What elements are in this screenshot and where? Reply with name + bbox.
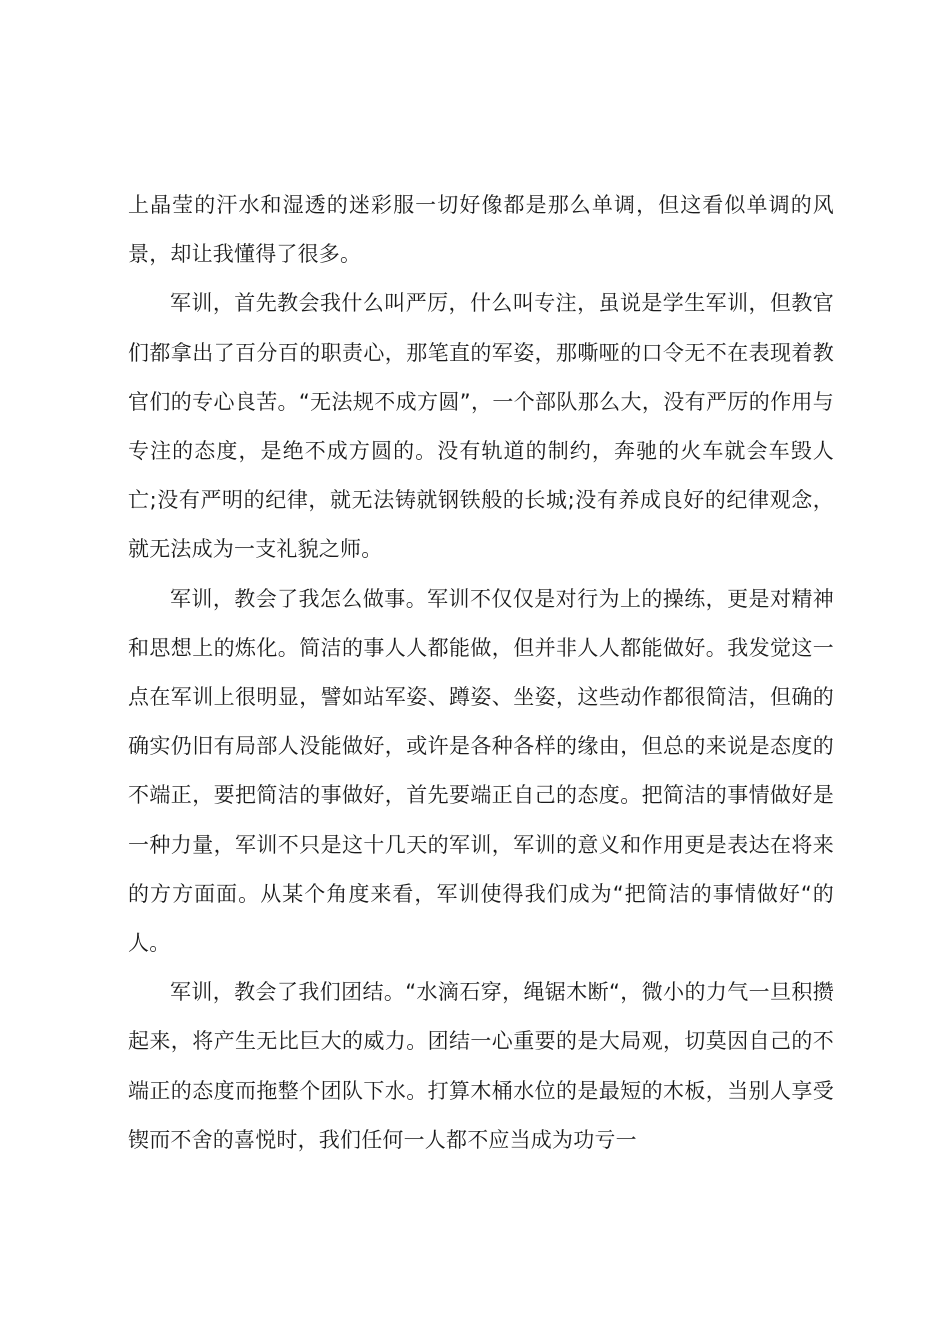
- paragraph-discipline: 军训，首先教会我什么叫严厉，什么叫专注，虽说是学生军训，但教官们都拿出了百分百的职责心，那笔直的军姿，那嘶哑的口令无不在表现着教官们的专心良苦。“无法规不成方圆”，一个部队那么大，没有严厉的作用与专注的态度，是绝不成方圆的。没有轨道的制约，奔驰的火车就会车毁人亡;没有严明的纪律，就无法铸就钢铁般的长城;没有养成良好的纪律观念，就无法成为一支礼貌之师。: [128, 291, 834, 562]
- paragraph-unity: 军训，教会了我们团结。“水滴石穿，绳锯木断“，微小的力气一旦积攒起来，将产生无比巨大的威力。团结一心重要的是大局观，切莫因自己的不端正的态度而拖整个团队下水。打算木桶水位的是最短的木板，当别人享受锲而不舍的喜悦时，我们任何一人都不应当成为功亏一: [128, 980, 834, 1152]
- paragraph-doing-things: 军训，教会了我怎么做事。军训不仅仅是对行为上的操练，更是对精神和思想上的炼化。简洁的事人人都能做，但并非人人都能做好。我发觉这一点在军训上很明显，譬如站军姿、蹲姿、坐姿，这些动作都很简洁，但确的确实仍旧有局部人没能做好，或许是各种各样的缘由，但总的来说是态度的不端正，要把简洁的事做好，首先要端正自己的态度。把简洁的事情做好是一种力量，军训不只是这十几天的军训，军训的意义和作用更是表达在将来的方方面面。从某个角度来看，军训使得我们成为“把简洁的事情做好“的人。: [128, 586, 834, 956]
- paragraph-continuation: 上晶莹的汗水和湿透的迷彩服一切好像都是那么单调，但这看似单调的风景，却让我懂得了很多。: [128, 193, 834, 267]
- body-text: [128, 181, 834, 1165]
